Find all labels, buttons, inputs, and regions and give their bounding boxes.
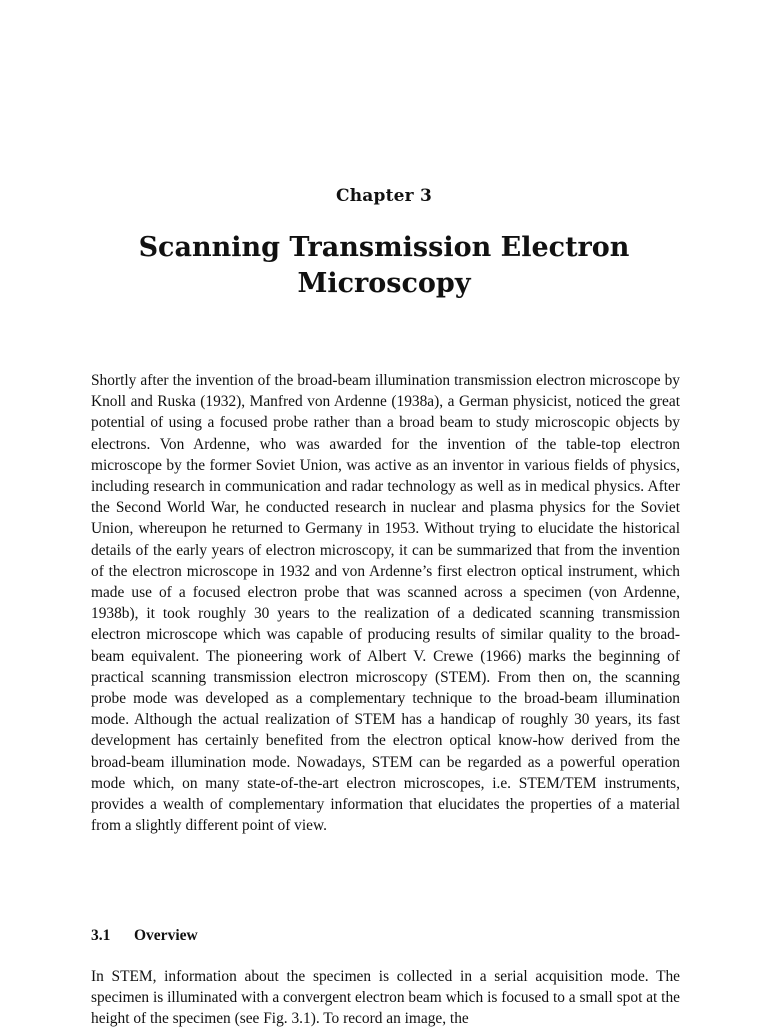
overview-paragraph: In STEM, information about the specimen is collected in a serial acquisition mode. The specimen is illuminated with a convergent electron beam which is focused to a small spot at the height of the specimen (see Fig. 3.1). To record an image, the [91,968,680,1028]
chapter-title: Scanning Transmission Electron Microscopy [138,232,630,299]
section-title: Overview [134,927,198,944]
intro-paragraph: Shortly after the invention of the broad-beam illumination transmission electron microscope by Knoll and Ruska (1932), Manfred von Ardenne (1938a), a German physicist, noticed the great potential of using a focused probe rather than a broad beam to study microscopic objects by electrons. Von Ardenne, who was awarded for the invention of the table-top electron microscope by the former Soviet Union, was active as an inventor in various fields of physics, including research in communication and radar technology as well as in medical physics. After the Second World War, he conducted research in nuclear and plasma physics for the Soviet Union, whereupon he returned to Germany in 1953. Without trying to elucidate the historical details of the early years of electron microscopy, it can be summarized that from the invention of the electron microscope in 1932 and von Ardenne’s first electron optical instrument, which made use of a focused electron probe that was scanned across a specimen (von Ardenne, 1938b), it took roughly 30 years to the realization of a dedicated scanning transmission electron microscope which was capable of producing results of similar quality to the broad-beam equivalent. The pioneering work of Albert V. Crewe (1966) marks the beginning of practical scanning transmission electron microscopy (STEM). From then on, the scanning probe mode was developed as a complementary technique to the broad-beam illumination mode. Although the actual realization of STEM has a handicap of roughly 30 years, its fast development has certainly benefited from the electron optical know-how derived from the broad-beam illumination mode. Nowadays, STEM can be regarded as a powerful operation mode which, on many state-of-the-art electron microscopes, i.e. STEM/TEM instruments, provides a wealth of complementary information that elucidates the properties of a material from a slightly different point of view. [91,372,680,835]
section-number: 3.1 [91,927,111,944]
chapter-label: Chapter 3 [336,186,432,206]
section-heading [91,927,198,945]
